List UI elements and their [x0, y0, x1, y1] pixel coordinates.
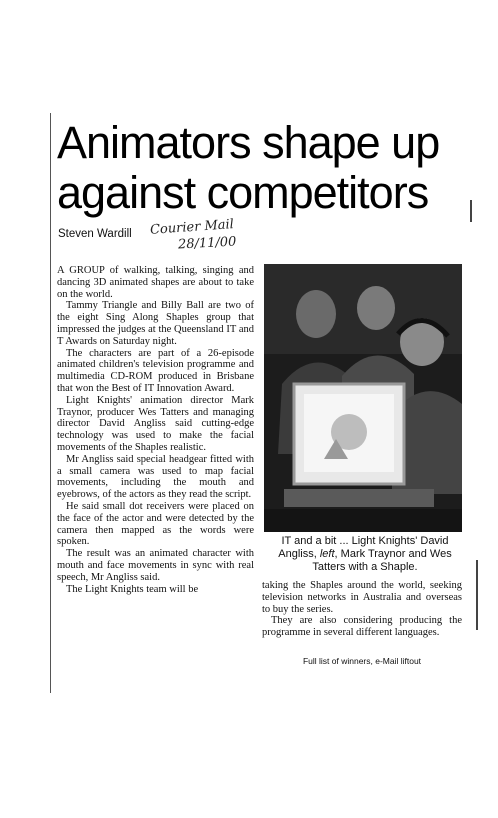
scan-artifact — [470, 200, 472, 222]
paragraph: He said small dot receivers were placed on the face of the actor and were detected by the camera then mapped as the words were spoken. — [57, 500, 254, 548]
paragraph: taking the Shaples around the world, seeking television networks in Australia and overseas to buy the series. — [262, 580, 462, 615]
handwritten-date: 28/11/00 — [177, 234, 237, 253]
headline — [57, 118, 477, 218]
paragraph: Tammy Triangle and Billy Ball are two of the eight Sing Along Shaples group that impressed the judges at the Queensland IT and T Awards on Saturday night. — [57, 300, 254, 347]
paragraph: The Light Knights team will be — [66, 583, 199, 595]
paragraph: The result was an animated character with mouth and face movements in sync with real speech, Mr Angliss said. — [57, 548, 254, 583]
handwritten-source: Courier Mail — [149, 217, 235, 238]
paragraph: The characters are part of a 26-episode animated children's television programme and multimedia CD-ROM produced in Brisbane that won the Best of IT Innovation Award. — [57, 347, 254, 394]
photo-image — [264, 264, 462, 532]
caption-text-2: , Mark Traynor and Wes Tatters with a Shaple. — [312, 548, 452, 573]
headline-line-2: against competitors — [57, 167, 429, 218]
headline-line-1: Animators shape up — [57, 117, 440, 168]
article-continued — [262, 580, 462, 639]
paragraph: A GROUP of walking, talking, singing and dancing 3D animated shapes are about to take on the world. — [57, 265, 254, 300]
caption-left: left — [319, 548, 335, 560]
photo-caption — [270, 535, 460, 574]
footer-note: Full list of winners, e-Mail liftout — [302, 656, 422, 666]
paragraph: Light Knights' animation director Mark Traynor, producer Wes Tatters and managing director David Angliss said cutting-edge technology was used to make the facial movements of the Shaples realistic. — [57, 394, 254, 453]
article-body — [57, 265, 254, 595]
news-photo — [264, 264, 462, 532]
column-rule — [50, 113, 51, 693]
paragraph: They are also considering producing the programme in several different languages. — [262, 615, 462, 639]
byline: Steven Wardill — [58, 228, 132, 240]
scan-artifact — [476, 560, 478, 630]
paragraph: Mr Angliss said special headgear fitted with a small camera was used to map facial movements, including the mouth and eyebrows, of the actors as they read the script. — [57, 453, 254, 501]
caption-text-1: IT and a bit ... Light Knights' David Angliss, — [278, 535, 449, 560]
